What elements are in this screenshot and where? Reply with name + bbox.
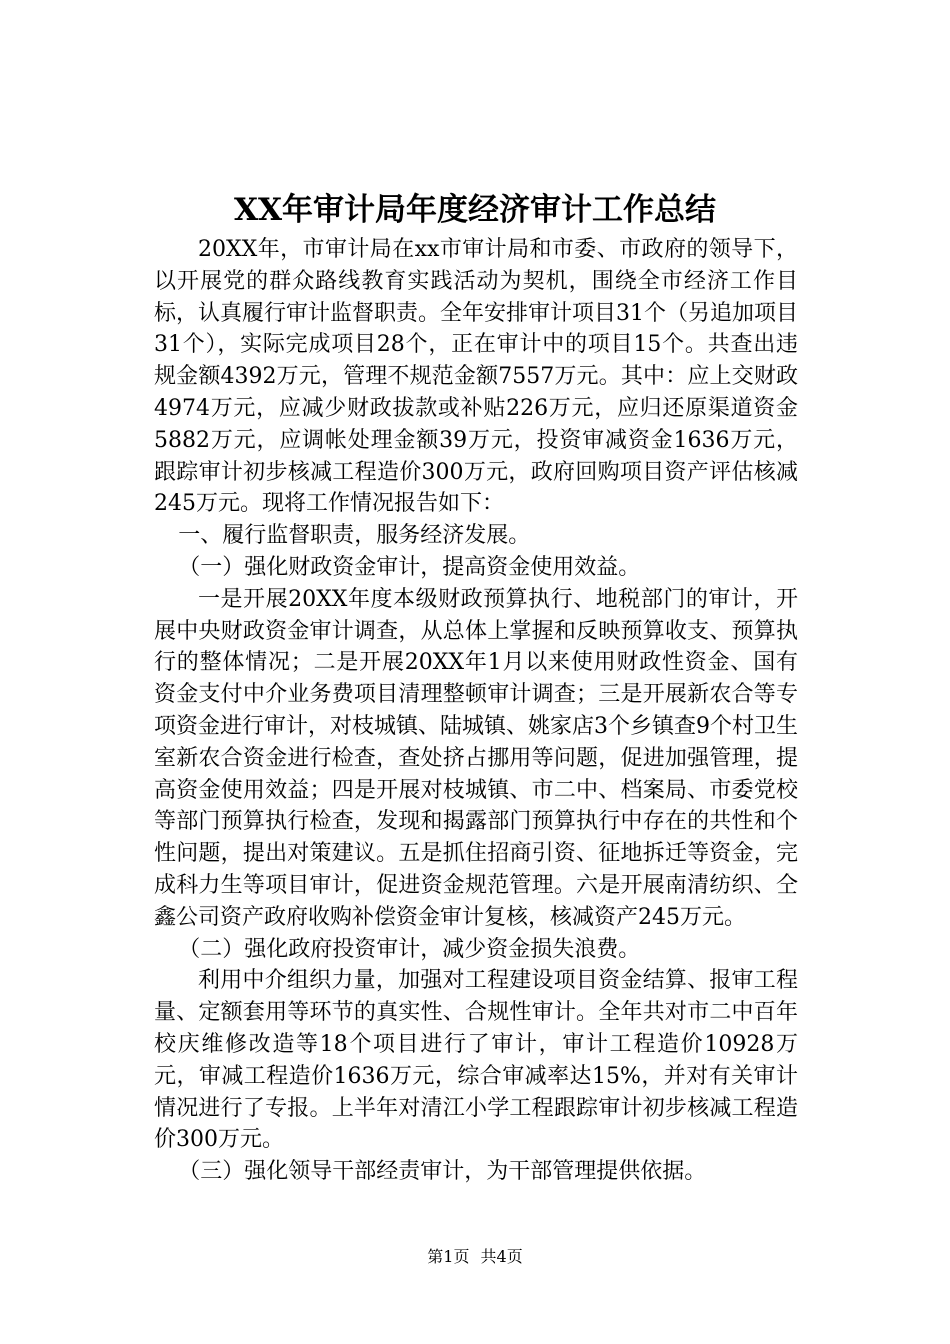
subsection-heading-2: （二）强化政府投资审计，减少资金损失浪费。: [178, 936, 641, 962]
subsection-heading-1: （一）强化财政资金审计，提高资金使用效益。: [178, 554, 641, 580]
section-heading-1: 一、履行监督职责，服务经济发展。: [178, 523, 531, 549]
paragraph-intro: 20XX年，市审计局在xx市审计局和市委、市政府的领导下，以开展党的群众路线教育实践活动为契机，围绕全市经济工作目标，认真履行审计监督职责。全年安排审计项目31个（另追加项目31个），实际完成项目28个，正在审计中的项目15个。共查出违规金额4392万元，管理不规范金额7557万元。其中：应上交财政4974万元，应减少财政拔款或补贴226万元，应归还原渠道资金5882万元，应调帐处理金额39万元，投资审减资金1636万元，跟踪审计初步核减工程造价300万元，政府回购项目资产评估核减245万元。现将工作情况报告如下：: [154, 237, 798, 517]
page-total: 共4页: [480, 1247, 523, 1266]
page-number: 第1页: [427, 1247, 470, 1266]
document-body: [154, 234, 798, 1188]
subsection-heading-3: （三）强化领导干部经责审计，为干部管理提供依据。: [178, 1159, 707, 1185]
document-title: XX年审计局年度经济审计工作总结: [233, 192, 717, 228]
paragraph-finance-audit: 一是开展20XX年度本级财政预算执行、地税部门的审计，开展中央财政资金审计调查，从总体上掌握和反映预算收支、预算执行的整体情况；二是开展20XX年1月以来使用财政性资金、国有资金支付中介业务费项目清理整顿审计调查；三是开展新农合等专项资金进行审计，对枝城镇、陆城镇、姚家店3个乡镇查9个村卫生室新农合资金进行检查，查处挤占挪用等问题，促进加强管理，提高资金使用效益；四是开展对枝城镇、市二中、档案局、市委党校等部门预算执行检查，发现和揭露部门预算执行中存在的共性和个性问题，提出对策建议。五是抓住招商引资、征地拆迁等资金，完成科力生等项目审计，促进资金规范管理。六是开展南清纺织、仝鑫公司资产政府收购补偿资金审计复核，核减资产245万元。: [154, 586, 798, 930]
paragraph-investment-audit: 利用中介组织力量，加强对工程建设项目资金结算、报审工程量、定额套用等环节的真实性、合规性审计。全年共对市二中百年校庆维修改造等18个项目进行了审计，审计工程造价10928万元，审减工程造价1636万元，综合审减率达15%，并对有关审计情况进行了专报。上半年对清江小学工程跟踪审计初步核减工程造价300万元。: [154, 968, 798, 1153]
page-footer: [0, 1246, 950, 1268]
